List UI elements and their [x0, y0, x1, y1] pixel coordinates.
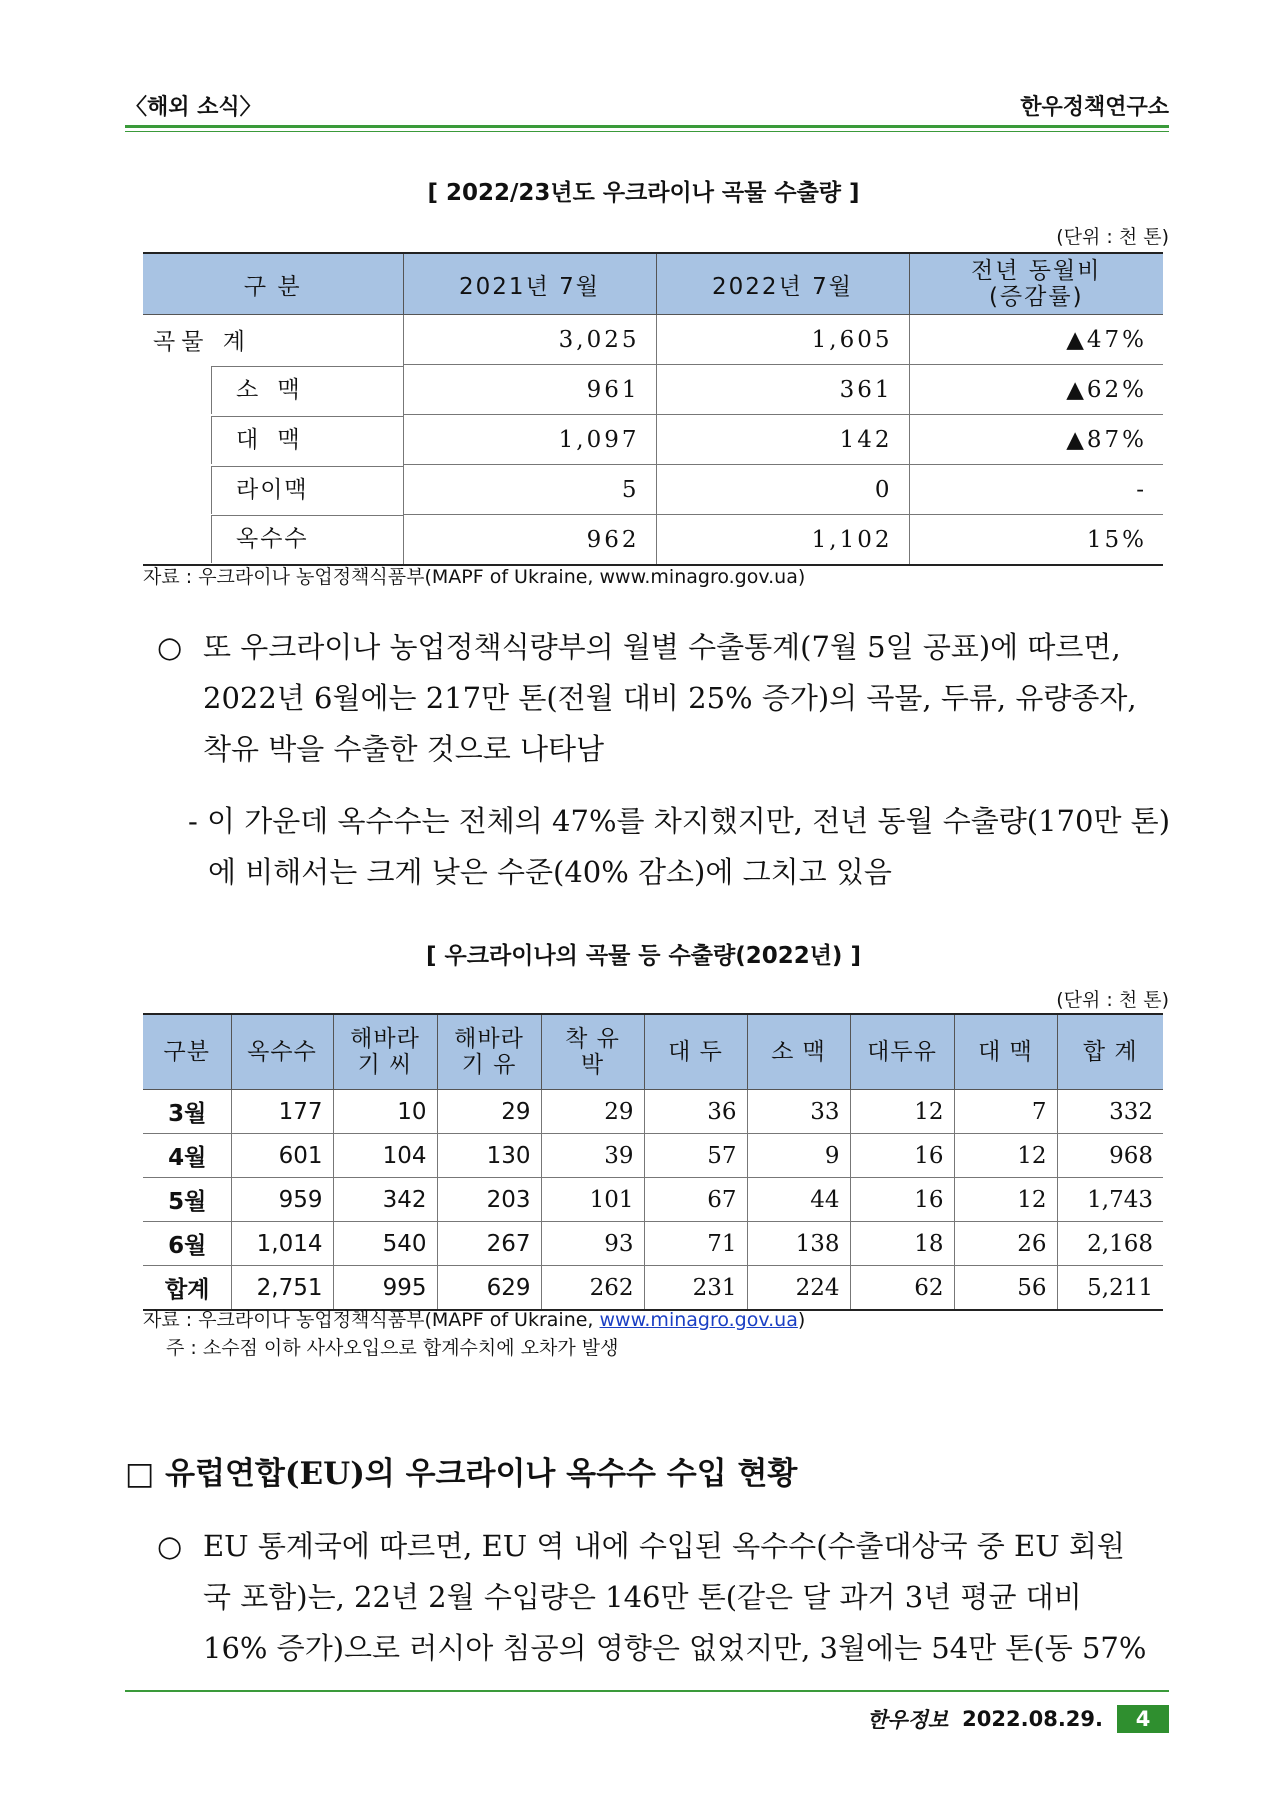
para3-line: EU 통계국에 따르면, EU 역 내에 수입된 옥수수(수출대상국 중 EU 회원: [203, 1529, 1125, 1563]
table-row: [143, 315, 1163, 365]
table-row-total: [143, 1266, 1163, 1311]
col-header-category: 구 분: [143, 253, 403, 315]
cell-2021: 3,025: [403, 315, 656, 365]
cell-2022: 1,102: [656, 515, 909, 566]
cell: 10: [333, 1090, 437, 1134]
col-header: 구분: [143, 1014, 231, 1090]
cell: 67: [644, 1178, 747, 1222]
cell: 29: [437, 1090, 541, 1134]
para1-line: 또 우크라이나 농업정책식량부의 월별 수출통계(7월 5일 공표)에 따르면,: [203, 630, 1121, 664]
org-name: 한우정책연구소: [1020, 95, 1169, 120]
paragraph-eu-imports: [157, 1521, 1177, 1674]
cell: 995: [333, 1266, 437, 1311]
para2-line: 에 비해서는 크게 낮은 수준(40% 감소)에 그치고 있음: [208, 855, 892, 889]
cell: 629: [437, 1266, 541, 1311]
cell: 12: [850, 1090, 954, 1134]
table1-title: [ 2022/23년도 우크라이나 곡물 수출량 ]: [427, 180, 860, 206]
cell: 177: [231, 1090, 333, 1134]
section-label: 〈해외 소식〉: [125, 95, 262, 120]
col-header: [541, 1014, 644, 1090]
cell: 12: [954, 1178, 1057, 1222]
cell: 7: [954, 1090, 1057, 1134]
row-label: 옥수수: [211, 515, 403, 563]
table2-note: 주 : 소수점 이하 사사오입으로 합계수치에 오차가 발생: [166, 1337, 619, 1359]
circle-bullet: ○: [157, 630, 183, 664]
cell-2022: 142: [656, 415, 909, 465]
indent-cell: [143, 515, 403, 566]
cell: 267: [437, 1222, 541, 1266]
table-row: [143, 1134, 1163, 1178]
cell-2021: 1,097: [403, 415, 656, 465]
footer-brand: 한우정보: [867, 1708, 949, 1732]
col-header: 합 계: [1057, 1014, 1163, 1090]
table-row: [143, 1222, 1163, 1266]
table1-unit: (단위 : 천 톤): [1056, 226, 1169, 248]
cell: 29: [541, 1090, 644, 1134]
col-header: [333, 1014, 437, 1090]
paragraph-corn-share: [188, 796, 1178, 898]
footer-divider: [125, 1690, 1169, 1692]
table-row: [143, 1090, 1163, 1134]
cell: 959: [231, 1178, 333, 1222]
col-header: 대 맥: [954, 1014, 1057, 1090]
col-header: 대두유: [850, 1014, 954, 1090]
col-header-line: 기 씨: [357, 1052, 413, 1078]
cell: 601: [231, 1134, 333, 1178]
cell-2022: 361: [656, 365, 909, 415]
cell: 62: [850, 1266, 954, 1311]
cell: 332: [1057, 1090, 1163, 1134]
row-label: 4월: [143, 1134, 231, 1178]
cell: 231: [644, 1266, 747, 1311]
cell: 1,743: [1057, 1178, 1163, 1222]
cell-change: ▲62%: [909, 365, 1163, 415]
cell: 342: [333, 1178, 437, 1222]
row-label: 곡물 계: [143, 315, 403, 365]
cell: 104: [333, 1134, 437, 1178]
indent-cell: [143, 415, 403, 465]
col-header-2022-jul: 2022년 7월: [656, 253, 909, 315]
col-header-line: 해바라: [454, 1026, 524, 1052]
table2-title: [ 우크라이나의 곡물 등 수출량(2022년) ]: [426, 943, 861, 969]
header-divider-thin: [125, 131, 1169, 132]
section-heading: □ 유럽연합(EU)의 우크라이나 옥수수 수입 현황: [125, 1456, 798, 1492]
cell-change: 15%: [909, 515, 1163, 566]
cell: 2,168: [1057, 1222, 1163, 1266]
col-header: 대 두: [644, 1014, 747, 1090]
col-header: 소 맥: [747, 1014, 850, 1090]
cell: 540: [333, 1222, 437, 1266]
cell: 5,211: [1057, 1266, 1163, 1311]
cell: 36: [644, 1090, 747, 1134]
header-divider: [125, 125, 1169, 128]
col-header-change: [909, 253, 1163, 315]
export-table-2022-23: [143, 252, 1163, 566]
cell: 57: [644, 1134, 747, 1178]
col-header-change-line2: (증감률): [988, 284, 1084, 310]
row-label: 3월: [143, 1090, 231, 1134]
para1-line: 2022년 6월에는 217만 톤(전월 대비 25% 증가)의 곡물, 두류, 유량종자,: [203, 681, 1137, 715]
cell-2022: 1,605: [656, 315, 909, 365]
table1-source: 자료 : 우크라이나 농업정책식품부(MAPF of Ukraine, www.minagro.gov.ua): [143, 566, 806, 588]
row-label: 5월: [143, 1178, 231, 1222]
cell: 16: [850, 1134, 954, 1178]
indent-cell: [143, 365, 403, 415]
cell: 203: [437, 1178, 541, 1222]
para3-line: 국 포함)는, 22년 2월 수입량은 146만 톤(같은 달 과거 3년 평균 대비: [203, 1580, 1082, 1614]
cell: 224: [747, 1266, 850, 1311]
cell: 262: [541, 1266, 644, 1311]
row-label: 소 맥: [211, 366, 403, 414]
cell: 26: [954, 1222, 1057, 1266]
table-row: [143, 415, 1163, 465]
row-label: 합계: [143, 1266, 231, 1311]
source-text-end: ): [797, 1309, 806, 1331]
col-header: 옥수수: [231, 1014, 333, 1090]
cell: 968: [1057, 1134, 1163, 1178]
para1-line: 착유 박을 수출한 것으로 나타남: [203, 732, 605, 766]
para2-line: - 이 가운데 옥수수는 전체의 47%를 차지했지만, 전년 동월 수출량(170만 톤): [188, 804, 1171, 838]
col-header-line: 착 유: [565, 1026, 620, 1052]
para3-line: 16% 증가)으로 러시아 침공의 영향은 없었지만, 3월에는 54만 톤(동 57%: [203, 1631, 1147, 1665]
page-number: 4: [1117, 1705, 1169, 1733]
table-header-row: [143, 1014, 1163, 1090]
cell-change: ▲87%: [909, 415, 1163, 465]
cell: 16: [850, 1178, 954, 1222]
col-header-line: 기 유: [461, 1052, 517, 1078]
cell: 93: [541, 1222, 644, 1266]
circle-bullet: ○: [157, 1529, 183, 1563]
page-header: [125, 86, 1169, 126]
table-row: [143, 465, 1163, 515]
row-label: 라이맥: [211, 466, 403, 514]
paragraph-export-stats: [157, 622, 1177, 775]
cell-change: ▲47%: [909, 315, 1163, 365]
cell: 71: [644, 1222, 747, 1266]
col-header-line: 해바라: [350, 1026, 420, 1052]
source-link[interactable]: www.minagro.gov.ua: [599, 1309, 798, 1331]
cell: 1,014: [231, 1222, 333, 1266]
source-text: 자료 : 우크라이나 농업정책식품부(MAPF of Ukraine,: [143, 1309, 600, 1331]
cell: 2,751: [231, 1266, 333, 1311]
cell-2022: 0: [656, 465, 909, 515]
table2-unit: (단위 : 천 톤): [1056, 989, 1169, 1011]
col-header: [437, 1014, 541, 1090]
cell: 33: [747, 1090, 850, 1134]
cell: 138: [747, 1222, 850, 1266]
table-row: [143, 365, 1163, 415]
page-footer: [867, 1704, 1169, 1734]
col-header-line: 박: [580, 1052, 605, 1078]
col-header-change-line1: 전년 동월비: [971, 258, 1102, 284]
cell-2021: 962: [403, 515, 656, 566]
table-header-row: [143, 253, 1163, 315]
cell: 9: [747, 1134, 850, 1178]
cell-change: -: [909, 465, 1163, 515]
cell: 44: [747, 1178, 850, 1222]
cell: 56: [954, 1266, 1057, 1311]
table2-source: [143, 1305, 805, 1332]
cell: 39: [541, 1134, 644, 1178]
row-label: 대 맥: [211, 416, 403, 464]
row-label: 6월: [143, 1222, 231, 1266]
cell: 101: [541, 1178, 644, 1222]
col-header-2021-jul: 2021년 7월: [403, 253, 656, 315]
cell: 130: [437, 1134, 541, 1178]
cell: 12: [954, 1134, 1057, 1178]
export-table-2022: [143, 1013, 1163, 1311]
cell-2021: 5: [403, 465, 656, 515]
cell-2021: 961: [403, 365, 656, 415]
footer-date: 2022.08.29.: [962, 1707, 1103, 1731]
table-row: [143, 1178, 1163, 1222]
cell: 18: [850, 1222, 954, 1266]
indent-cell: [143, 465, 403, 515]
table-row: [143, 515, 1163, 566]
